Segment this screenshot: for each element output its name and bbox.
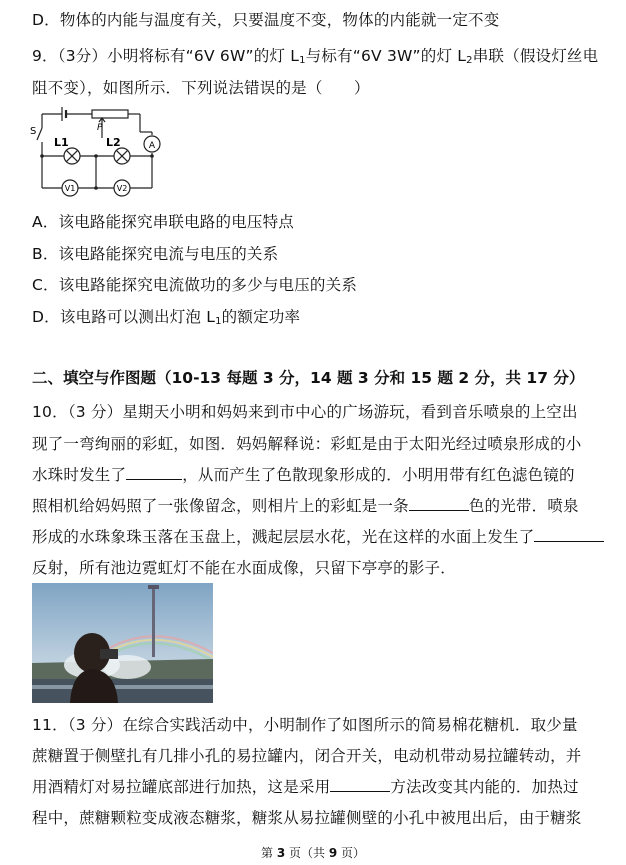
q9-stem-line1 <box>32 44 598 66</box>
switch-s <box>37 128 42 140</box>
q10-line2: 现了一弯绚丽的彩虹，如图．妈妈解释说：彩虹是由于太阳光经过喷泉形成的小 <box>32 435 582 453</box>
q9-stem-part: 9．（3分）小明将标有“6V 6W”的灯 L <box>32 47 300 65</box>
q9-option-d-part: D．该电路可以测出灯泡 L <box>32 308 216 326</box>
q10-line4 <box>32 494 579 516</box>
q9-subscript: 1 <box>299 55 306 66</box>
answer-blank[interactable] <box>409 496 469 511</box>
q11-line1: 11．（3 分）在综合实践活动中，小明制作了如图所示的简易棉花糖机．取少量 <box>32 716 578 734</box>
q8-option-d: D．物体的内能与温度有关，只要温度不变，物体的内能就一定不变 <box>32 11 500 29</box>
label-v1: V1 <box>64 184 76 193</box>
q10-line6: 反射，所有池边霓虹灯不能在水面成像，只留下亭亭的影子． <box>32 559 456 577</box>
q9-option-c: C．该电路能探究电流做功的多少与电压的关系 <box>32 276 358 294</box>
q9-subscript: 2 <box>466 55 473 66</box>
q11-line4: 程中，蔗糖颗粒变成液态糖浆，糖浆从易拉罐侧壁的小孔中被甩出后，由于糖浆 <box>32 809 582 827</box>
q9-stem-line2: 阻不变），如图所示．下列说法错误的是（ ） <box>32 79 370 97</box>
label-l1: L1 <box>54 136 69 149</box>
q10-line5 <box>32 525 604 547</box>
label-l2: L2 <box>106 136 121 149</box>
camera-icon <box>100 649 118 659</box>
q9-stem-part: 串联（假设灯丝电 <box>472 47 599 65</box>
q10-line3-part: 水珠时发生了 <box>32 466 127 484</box>
footer-text: 页） <box>337 846 365 860</box>
q11-line2: 蔗糖置于侧壁扎有几排小孔的易拉罐内，闭合开关，电动机带动易拉罐转动，并 <box>32 747 582 765</box>
q10-line3 <box>32 463 575 485</box>
page-footer <box>0 844 626 861</box>
circuit-diagram <box>28 104 168 198</box>
q10-line5-text: 形成的水珠象珠玉落在玉盘上，溅起层层水花，光在这样的水面上发生了 <box>32 528 535 546</box>
q10-line4-part: 照相机给妈妈照了一张像留念，则相片上的彩虹是一条 <box>32 497 409 515</box>
q10-line4-part: 色的光带．喷泉 <box>468 497 579 515</box>
section-title: 二、填空与作图题（10-13 每题 3 分，14 题 3 分和 15 题 2 分，共 17 分） <box>32 369 585 387</box>
page-total: 9 <box>328 846 338 860</box>
footer-text: 第 <box>260 846 277 860</box>
label-s: S <box>30 126 37 137</box>
rheostat <box>92 110 128 118</box>
page-number: 3 <box>276 846 286 860</box>
label-a: A <box>148 141 156 151</box>
label-p: P <box>97 123 103 133</box>
q9-option-b: B．该电路能探究电流与电压的关系 <box>32 245 279 263</box>
fountain-rainbow-photo <box>32 583 213 703</box>
answer-blank[interactable] <box>126 465 182 480</box>
answer-blank[interactable] <box>534 527 604 542</box>
q10-line3-part: ，从而产生了色散现象形成的．小明用带有红色滤色镜的 <box>182 466 575 484</box>
label-v2: V2 <box>116 184 128 193</box>
footer-text: 页（共 <box>285 846 329 860</box>
q9-option-d-part: 的额定功率 <box>221 308 301 326</box>
q9-stem-part: 与标有“6V 3W”的灯 L <box>305 47 467 65</box>
answer-blank[interactable] <box>330 777 390 792</box>
q10-line1: 10．（3 分）星期天小明和妈妈来到市中心的广场游玩，看到音乐喷泉的上空出 <box>32 403 578 421</box>
q9-subscript: 1 <box>215 316 222 327</box>
q11-line3-part: 用酒精灯对易拉罐底部进行加热，这是采用 <box>32 778 331 796</box>
q11-line3 <box>32 775 579 797</box>
q11-line3-part: 方法改变其内能的．加热过 <box>390 778 579 796</box>
q9-option-a: A．该电路能探究串联电路的电压特点 <box>32 213 295 231</box>
q9-option-d <box>32 305 300 327</box>
